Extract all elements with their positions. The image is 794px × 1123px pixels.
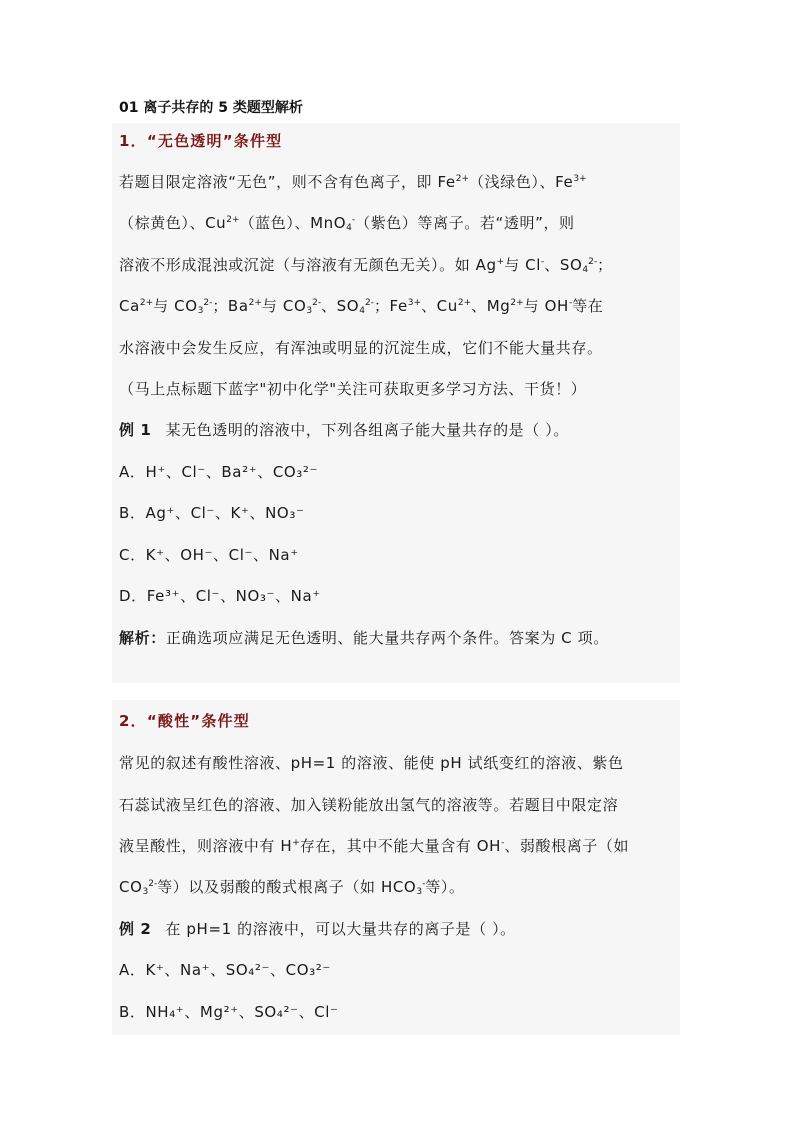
section-2-heading: 2．“酸性”条件型 <box>119 712 250 730</box>
example-2-question: 例 2 在 pH=1 的溶液中，可以大量共存的离子是（ ）。 <box>119 920 516 938</box>
section-2-paragraph-line-3: 液呈酸性，则溶液中有 H+存在，其中不能大量含有 OH-、弱酸根离子（如 <box>119 837 630 855</box>
example-1-option-a: A．H⁺、Cl⁻、Ba²⁺、CO₃²⁻ <box>119 463 319 481</box>
example-2-option-b: B．NH₄⁺、Mg²⁺、SO₄²⁻、Cl⁻ <box>119 1003 339 1021</box>
section-1-paragraph-line-5: 水溶液中会发生反应，有浑浊或明显的沉淀生成，它们不能大量共存。 <box>119 339 603 357</box>
section-1-paragraph-line-4: $Ca^{2+}$与 $CO_3^{2-}$；$Ba^{2+}$与 $CO_3^{2-}$、$SO_4^{2-}$；$Fe^{3+}$、$Cu^{2+}$、$Mg^{2+}$与 OH-等在 <box>119 297 604 316</box>
document-title: 01 离子共存的 5 类题型解析 <box>119 100 303 116</box>
section-1-paragraph-line-3: 溶液不形成混浊或沉淀（与溶液有无颜色无关）。如 Ag+与 Cl-、$SO_4^{2-}$； <box>119 256 613 275</box>
section-2-paragraph-line-4: $CO_3^{2-}$等）以及弱酸的酸式根离子（如 $HCO_3^-$等）。 <box>119 878 465 897</box>
example-1-option-b: B．Ag⁺、Cl⁻、K⁺、NO₃⁻ <box>119 504 305 522</box>
example-1-analysis: 解析：正确选项应满足无色透明、能大量共存两个条件。答案为 C 项。 <box>119 629 609 647</box>
example-1-option-c: C．K⁺、OH⁻、Cl⁻、Na⁺ <box>119 546 299 564</box>
example-1-label: 例 1 <box>119 421 152 439</box>
example-1-option-d: D．Fe³⁺、Cl⁻、NO₃⁻、Na⁺ <box>119 587 321 605</box>
section-2-paragraph-line-2: 石蕊试液呈红色的溶液、加入镁粉能放出氢气的溶液等。若题目中限定溶 <box>119 796 619 814</box>
analysis-label: 解析： <box>119 629 166 647</box>
section-1-paragraph-line-1: 若题目限定溶液“无色”，则不含有色离子，即 $Fe^{2+}$（浅绿色）、$Fe^{3+}$ <box>119 173 587 191</box>
section-1-heading: 1．“无色透明”条件型 <box>119 132 283 150</box>
example-2-option-a: A．K⁺、Na⁺、SO₄²⁻、CO₃²⁻ <box>119 961 331 979</box>
section-1-paragraph-line-2: （棕黄色）、$Cu^{2+}$（蓝色）、MnO$_4$-（紫色）等离子。若“透明”，则 <box>119 214 575 233</box>
section-2-background <box>112 700 680 1035</box>
example-1-question: 例 1 某无色透明的溶液中，下列各组离子能大量共存的是（ ）。 <box>119 421 569 439</box>
example-2-label: 例 2 <box>119 920 152 938</box>
section-1-promo-note: （马上点标题下蓝字"初中化学"关注可获取更多学习方法、干货！） <box>119 380 587 398</box>
section-2-paragraph-line-1: 常见的叙述有酸性溶液、pH=1 的溶液、能使 pH 试纸变红的溶液、紫色 <box>119 754 624 772</box>
